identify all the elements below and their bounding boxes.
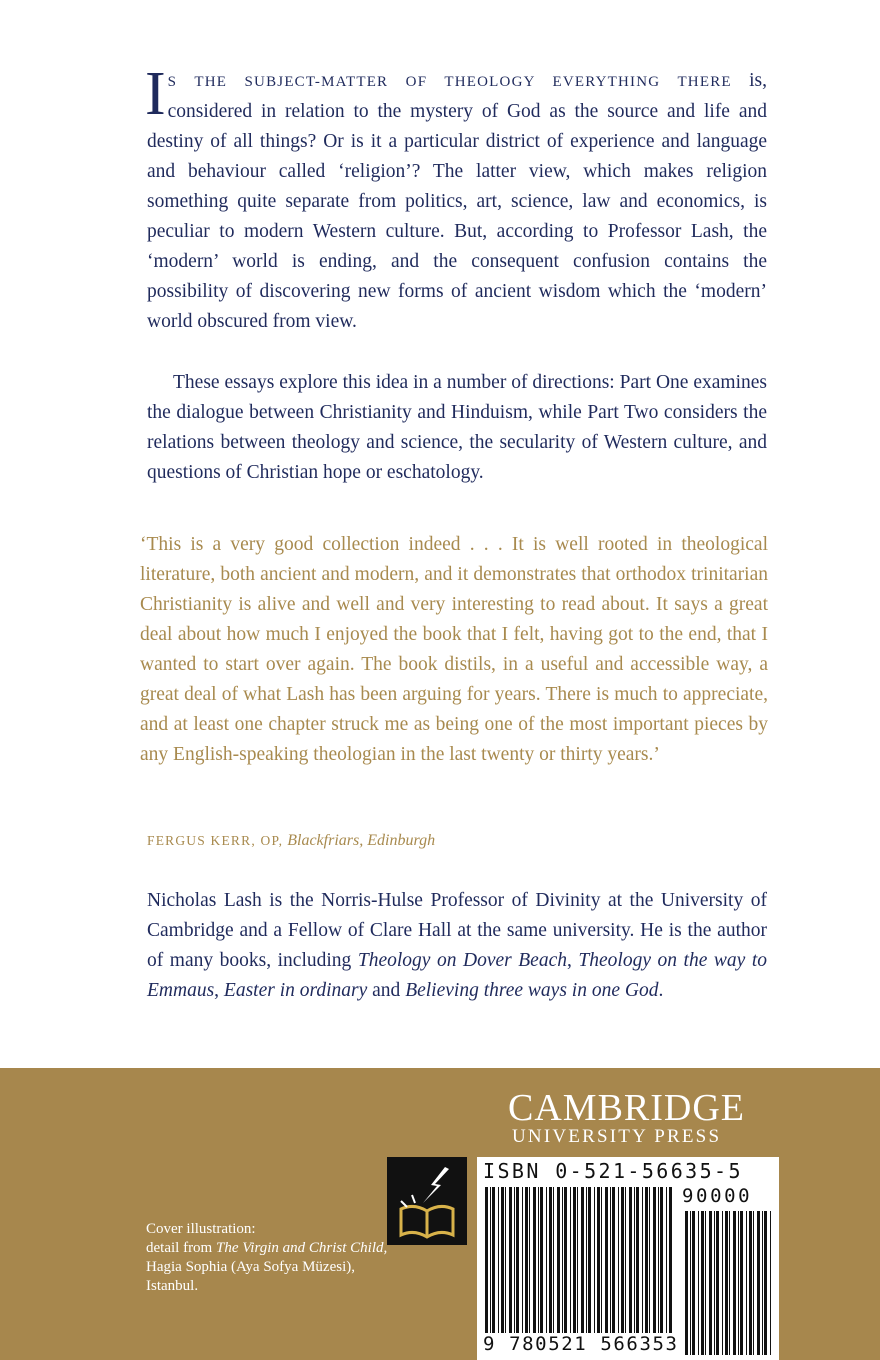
- barcode-bar: [501, 1187, 504, 1333]
- barcode-bar: [570, 1187, 571, 1333]
- blurb-paragraph-1-text: is, considered in relation to the mystery of God as the source and life and destiny of all things? Or is it a particular district of experience and language and behaviour called ‘religion’? The latter view, which makes religion something quite separate from politics, art, science, law and economics, is peculiar to modern Western culture. But, according to Professor Lash, the ‘modern’ world is ending, and the consequent confusion contains the possibility of discovering new forms of ancient wisdom which the ‘modern’ world obscured from view.: [147, 70, 768, 332]
- barcode-bar: [757, 1211, 760, 1355]
- review-attribution: [147, 832, 435, 850]
- ray: [401, 1201, 407, 1207]
- barcode-bar: [601, 1187, 602, 1333]
- barcode-bar: [594, 1187, 595, 1333]
- barcode-bar: [636, 1187, 639, 1333]
- separator: ,: [566, 950, 572, 971]
- barcode-bar: [666, 1187, 667, 1333]
- barcode-bars: [477, 1157, 779, 1360]
- barcode-bar: [525, 1187, 528, 1333]
- separator: and: [372, 980, 401, 1001]
- review-quote: ‘This is a very good collection indeed . . . It is well rooted in theological literature, both ancient and modern, and it demonstrates that orthodox trinitarian Christianity is alive and well and very interesting to read about. It says a great deal about how much I enjoyed the book that I felt, having got to the end, that I wanted to start over again. The book distils, in a useful and accessible way, a great deal of what Lash has been arguing for years. There is much to appreciate, and at least one chapter struck me as being one of the most important pieces by any English-speaking theologian in the last twenty or thirty years.’: [140, 534, 768, 765]
- barcode-bar: [692, 1211, 695, 1355]
- barcode-bar: [485, 1187, 488, 1333]
- book-title: Theology on Dover Beach: [357, 950, 567, 971]
- reviewer-name: FERGUS KERR, OP,: [147, 833, 284, 848]
- barcode-bar: [490, 1187, 491, 1333]
- barcode-bar: [586, 1187, 587, 1333]
- author-bio: [147, 886, 767, 1006]
- ray: [412, 1195, 415, 1203]
- barcode-bar: [629, 1187, 632, 1333]
- barcode-bar: [740, 1211, 743, 1355]
- barcode-bar: [597, 1187, 600, 1333]
- cover-credit-prefix: detail from: [146, 1240, 213, 1256]
- barcode-bar: [716, 1211, 719, 1355]
- barcode-bar: [540, 1187, 543, 1333]
- barcode-bar: [522, 1187, 523, 1333]
- barcode-bar: [722, 1211, 723, 1355]
- barcode-bar: [610, 1187, 611, 1333]
- barcode-bar: [538, 1187, 539, 1333]
- barcode-bar: [709, 1211, 712, 1355]
- barcode-bar: [649, 1187, 650, 1333]
- isbn-barcode: [477, 1157, 779, 1360]
- publisher-name: CAMBRIDGE: [508, 1087, 746, 1129]
- barcode-bar: [577, 1187, 578, 1333]
- barcode-bar: [505, 1187, 506, 1333]
- barcode-bar: [546, 1187, 547, 1333]
- barcode-bar: [725, 1211, 728, 1355]
- barcode-bar: [770, 1211, 771, 1355]
- barcode-bar: [764, 1211, 767, 1355]
- barcode-bar: [733, 1211, 736, 1355]
- barcode-bar: [492, 1187, 495, 1333]
- blurb-paragraph-2: These essays explore this idea in a number of directions: Part One examines the dialogue between Christianity and Hinduism, while Part Two considers the relations between theology and science, the secularity of Western culture, and questions of Christian hope or eschatology.: [147, 372, 767, 483]
- barcode-bar: [549, 1187, 552, 1333]
- barcode-bar: [653, 1187, 656, 1333]
- barcode-bar: [533, 1187, 536, 1333]
- barcode-bar: [564, 1187, 567, 1333]
- barcode-bar: [553, 1187, 554, 1333]
- barcode-bar: [573, 1187, 576, 1333]
- barcode-bar: [729, 1211, 730, 1355]
- lightning-bolt: [423, 1167, 449, 1203]
- cover-credit-label: Cover illustration:: [146, 1221, 256, 1237]
- barcode-bar: [557, 1187, 560, 1333]
- ean-number: 9 780521 566353: [483, 1333, 679, 1355]
- barcode-bar: [618, 1187, 619, 1333]
- artwork-title: The Virgin and Christ Child,: [215, 1240, 388, 1256]
- barcode-bar: [714, 1211, 715, 1355]
- barcode-bar: [516, 1187, 519, 1333]
- barcode-bar: [529, 1187, 530, 1333]
- drop-cap: I: [145, 60, 166, 128]
- barcode-bar: [581, 1187, 584, 1333]
- barcode-bar: [612, 1187, 615, 1333]
- book-title: Believing three ways in one God: [405, 980, 659, 1001]
- barcode-bar: [621, 1187, 624, 1333]
- author-bio-intro: Nicholas Lash is the Norris-Hulse Professor of Divinity at the University of Cambridge and a Fellow of Clare Hall at the same university. He is the author of many books, including: [147, 890, 767, 971]
- review-source: Blackfriars, Edinburgh: [287, 832, 436, 849]
- opening-caps: S THE SUBJECT-MATTER OF THEOLOGY EVERYTHING THERE: [167, 74, 732, 90]
- barcode-bar: [705, 1211, 706, 1355]
- barcode-bar: [698, 1211, 699, 1355]
- barcode-bar: [660, 1187, 663, 1333]
- barcode-bar: [562, 1187, 563, 1333]
- barcode-bar: [746, 1211, 747, 1355]
- barcode-bar: [685, 1211, 688, 1355]
- separator: .: [658, 980, 664, 1001]
- barcode-bar: [498, 1187, 499, 1333]
- barcode-bar: [625, 1187, 626, 1333]
- barcode-bar: [738, 1211, 739, 1355]
- barcode-bar: [669, 1187, 672, 1333]
- book-title: Theology on the way to Emmaus: [147, 950, 768, 1001]
- barcode-bar: [690, 1211, 691, 1355]
- barcode-bar: [514, 1187, 515, 1333]
- blurb-paragraph-1: [145, 60, 768, 337]
- barcode-bar: [753, 1211, 754, 1355]
- barcode-bar: [701, 1211, 704, 1355]
- barcode-bar: [645, 1187, 648, 1333]
- barcode-bar: [605, 1187, 608, 1333]
- book-title: Easter in ordinary: [223, 980, 368, 1001]
- barcode-bar: [634, 1187, 635, 1333]
- barcode-bar: [588, 1187, 591, 1333]
- addon-price-code: 90000: [682, 1185, 753, 1207]
- isbn-number: ISBN 0-521-56635-5: [483, 1159, 743, 1183]
- barcode-bar: [762, 1211, 763, 1355]
- publisher-subname: UNIVERSITY PRESS: [512, 1126, 722, 1147]
- open-book-lightning-icon: [387, 1157, 467, 1245]
- barcode-bar: [749, 1211, 752, 1355]
- barcode-bar: [509, 1187, 512, 1333]
- cover-credit: [146, 1220, 396, 1296]
- barcode-bar: [642, 1187, 643, 1333]
- separator: ,: [214, 980, 220, 1001]
- barcode-bar: [658, 1187, 659, 1333]
- artwork-location: Hagia Sophia (Aya Sofya Müzesi), Istanbul.: [146, 1259, 355, 1294]
